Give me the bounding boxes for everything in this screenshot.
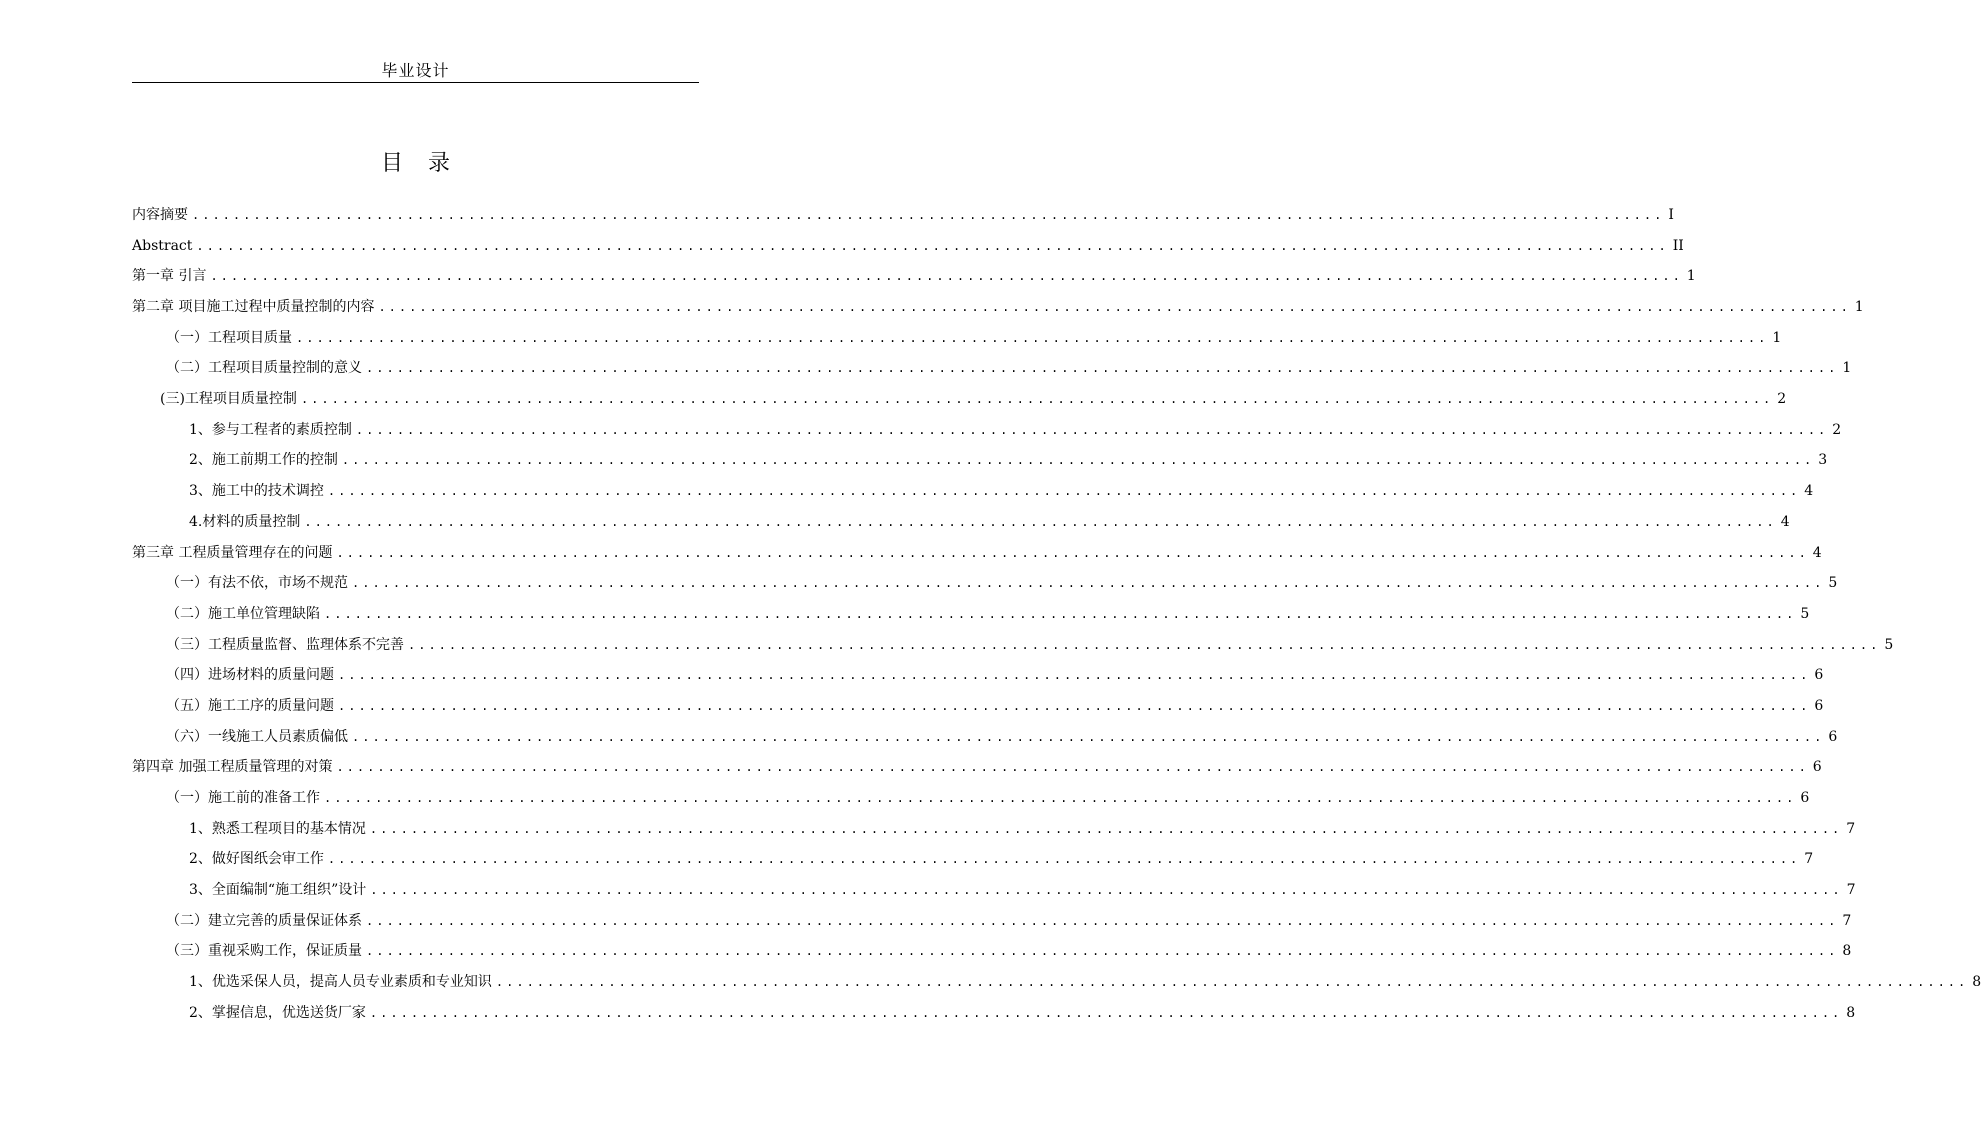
toc-entry-page: 6 xyxy=(1800,790,1810,807)
toc-entry-label: 2、做好图纸会审工作 xyxy=(189,851,324,868)
toc-leader-dots: ................................................................................................................................................ xyxy=(355,422,1829,437)
toc-entry-subsection[interactable] xyxy=(132,446,1828,477)
toc-entry-section[interactable] xyxy=(132,384,1787,415)
toc-entry-label: （一）施工前的准备工作 xyxy=(166,790,320,807)
toc-entry-label: （四）进场材料的质量问题 xyxy=(166,667,334,684)
toc-entry-page: 8 xyxy=(1972,974,1981,991)
toc-entry-label: （三）重视采购工作，保证质量 xyxy=(166,943,362,960)
toc-entry-page: 6 xyxy=(1812,759,1822,776)
toc-entry-label: 第一章 引言 xyxy=(132,268,207,285)
toc-entry-label: （二）施工单位管理缺陷 xyxy=(166,605,320,622)
toc-entry-page: 2 xyxy=(1832,421,1842,438)
toc-entry-subsection[interactable] xyxy=(132,844,1814,875)
toc-entry-page: 2 xyxy=(1777,391,1787,408)
toc-entry-label: 4.材料的质量控制 xyxy=(189,513,301,530)
toc-entry-subsection[interactable] xyxy=(132,967,1981,998)
toc-leader-dots: ................................................................................................................................................ xyxy=(366,944,1839,959)
toc-entry-page: 1 xyxy=(1772,329,1782,346)
toc-entry-abstract-en[interactable] xyxy=(132,231,1684,262)
toc-leader-dots: ................................................................................................................................................ xyxy=(336,760,1809,775)
toc-entry-page: 6 xyxy=(1814,697,1824,714)
toc-entry-label: (三)工程项目质量控制 xyxy=(160,391,297,408)
toc-entry-section[interactable] xyxy=(132,323,1782,354)
toc-entry-subsection[interactable] xyxy=(132,875,1856,906)
toc-entry-page: 4 xyxy=(1780,513,1790,530)
toc-entry-page: 1 xyxy=(1686,268,1696,285)
toc-leader-dots: ................................................................................................................................................ xyxy=(192,207,1665,222)
toc-entry-section[interactable] xyxy=(132,691,1824,722)
toc-leader-dots: ................................................................................................................................................ xyxy=(327,852,1801,867)
toc-entry-label: 3、施工中的技术调控 xyxy=(189,483,324,500)
toc-entry-subsection[interactable] xyxy=(132,415,1842,446)
toc-entry-page: 6 xyxy=(1814,667,1824,684)
toc-entry-section[interactable] xyxy=(132,353,1852,384)
toc-entry-chapter-3[interactable] xyxy=(132,538,1822,569)
toc-leader-dots: ................................................................................................................................................ xyxy=(378,300,1851,315)
toc-entry-page: 7 xyxy=(1804,851,1814,868)
running-header-title: 毕业设计 xyxy=(381,61,450,80)
toc-leader-dots: ................................................................................................................................................ xyxy=(338,668,1811,683)
toc-leader-dots: ................................................................................................................................................ xyxy=(352,576,1825,591)
toc-entry-label: （三）工程质量监督、监理体系不完善 xyxy=(166,636,404,653)
toc-leader-dots: ................................................................................................................................................ xyxy=(352,729,1825,744)
toc-entry-label: 1、参与工程者的素质控制 xyxy=(189,421,352,438)
toc-entry-page: 6 xyxy=(1828,728,1838,745)
toc-entry-label: （六）一线施工人员素质偏低 xyxy=(166,728,348,745)
toc-entry-section[interactable] xyxy=(132,722,1838,753)
toc-entry-page: 5 xyxy=(1884,636,1894,653)
toc-entry-page: 7 xyxy=(1846,882,1856,899)
toc-entry-label: 3、全面编制“施工组织”设计 xyxy=(189,882,367,899)
toc-entry-section[interactable] xyxy=(132,630,1894,661)
toc-entry-label: 1、熟悉工程项目的基本情况 xyxy=(189,820,366,837)
toc-entry-abstract-cn[interactable] xyxy=(132,200,1674,231)
toc-entry-page: 5 xyxy=(1800,605,1810,622)
toc-leader-dots: ................................................................................................................................................ xyxy=(324,606,1797,621)
toc-entry-label: 内容摘要 xyxy=(132,206,188,223)
toc-leader-dots: ................................................................................................................................................ xyxy=(296,330,1769,345)
toc-entry-page: 1 xyxy=(1842,360,1852,377)
toc-entry-page: 4 xyxy=(1812,544,1822,561)
toc-entry-page: 7 xyxy=(1846,820,1856,837)
toc-list xyxy=(132,200,1981,1029)
toc-entry-label: （一）工程项目质量 xyxy=(166,329,292,346)
toc-entry-page: I xyxy=(1668,206,1674,223)
toc-leader-dots: ................................................................................................................................................ xyxy=(324,791,1797,806)
toc-entry-page: 3 xyxy=(1818,452,1828,469)
toc-entry-chapter-4[interactable] xyxy=(132,752,1822,783)
toc-entry-section[interactable] xyxy=(132,568,1838,599)
toc-entry-section[interactable] xyxy=(132,937,1852,968)
toc-entry-section[interactable] xyxy=(132,783,1810,814)
toc-entry-subsection[interactable] xyxy=(132,998,1856,1029)
toc-entry-label: 2、施工前期工作的控制 xyxy=(189,452,338,469)
toc-entry-label: （五）施工工序的质量问题 xyxy=(166,697,334,714)
toc-entry-subsection[interactable] xyxy=(132,507,1790,538)
toc-entry-label: Abstract xyxy=(132,237,193,254)
toc-leader-dots: ................................................................................................................................................ xyxy=(366,913,1839,928)
toc-leader-dots: ................................................................................................................................................ xyxy=(369,821,1843,836)
toc-entry-page: 4 xyxy=(1804,483,1814,500)
toc-entry-page: 1 xyxy=(1854,299,1864,316)
toc-leader-dots: ................................................................................................................................................ xyxy=(304,514,1777,529)
toc-entry-label: （一）有法不依，市场不规范 xyxy=(166,575,348,592)
toc-leader-dots: ................................................................................................................................................ xyxy=(366,361,1839,376)
toc-leader-dots: ................................................................................................................................................ xyxy=(210,269,1683,284)
toc-leader-dots: ................................................................................................................................................ xyxy=(338,698,1811,713)
toc-entry-chapter-2[interactable] xyxy=(132,292,1864,323)
toc-entry-chapter-1[interactable] xyxy=(132,261,1696,292)
toc-entry-page: 5 xyxy=(1828,575,1838,592)
toc-entry-section[interactable] xyxy=(132,599,1810,630)
toc-leader-dots: ................................................................................................................................................ xyxy=(341,453,1815,468)
toc-entry-section[interactable] xyxy=(132,906,1852,937)
toc-heading: 目 录 xyxy=(381,151,450,176)
toc-leader-dots: ................................................................................................................................................ xyxy=(495,975,1969,990)
toc-entry-subsection[interactable] xyxy=(132,476,1814,507)
toc-entry-label: 第二章 项目施工过程中质量控制的内容 xyxy=(132,299,375,316)
toc-leader-dots: ................................................................................................................................................ xyxy=(196,238,1669,253)
toc-leader-dots: ................................................................................................................................................ xyxy=(327,484,1801,499)
toc-entry-section[interactable] xyxy=(132,660,1824,691)
toc-entry-label: 1、优选采保人员，提高人员专业素质和专业知识 xyxy=(189,974,492,991)
toc-entry-label: （二）建立完善的质量保证体系 xyxy=(166,912,362,929)
toc-leader-dots: ................................................................................................................................................ xyxy=(369,1005,1843,1020)
toc-leader-dots: ................................................................................................................................................ xyxy=(336,545,1809,560)
toc-entry-page: II xyxy=(1672,237,1684,254)
toc-entry-label: 2、掌握信息，优选送货厂家 xyxy=(189,1004,366,1021)
toc-entry-subsection[interactable] xyxy=(132,814,1856,845)
toc-entry-label: 第三章 工程质量管理存在的问题 xyxy=(132,544,333,561)
toc-leader-dots: ................................................................................................................................................ xyxy=(370,883,1843,898)
toc-leader-dots: ................................................................................................................................................ xyxy=(300,392,1774,407)
toc-leader-dots: ................................................................................................................................................ xyxy=(408,637,1881,652)
header-divider xyxy=(132,82,699,83)
toc-entry-label: （二）工程项目质量控制的意义 xyxy=(166,360,362,377)
toc-entry-page: 8 xyxy=(1842,943,1852,960)
toc-entry-page: 8 xyxy=(1846,1004,1856,1021)
toc-entry-page: 7 xyxy=(1842,912,1852,929)
toc-entry-label: 第四章 加强工程质量管理的对策 xyxy=(132,759,333,776)
